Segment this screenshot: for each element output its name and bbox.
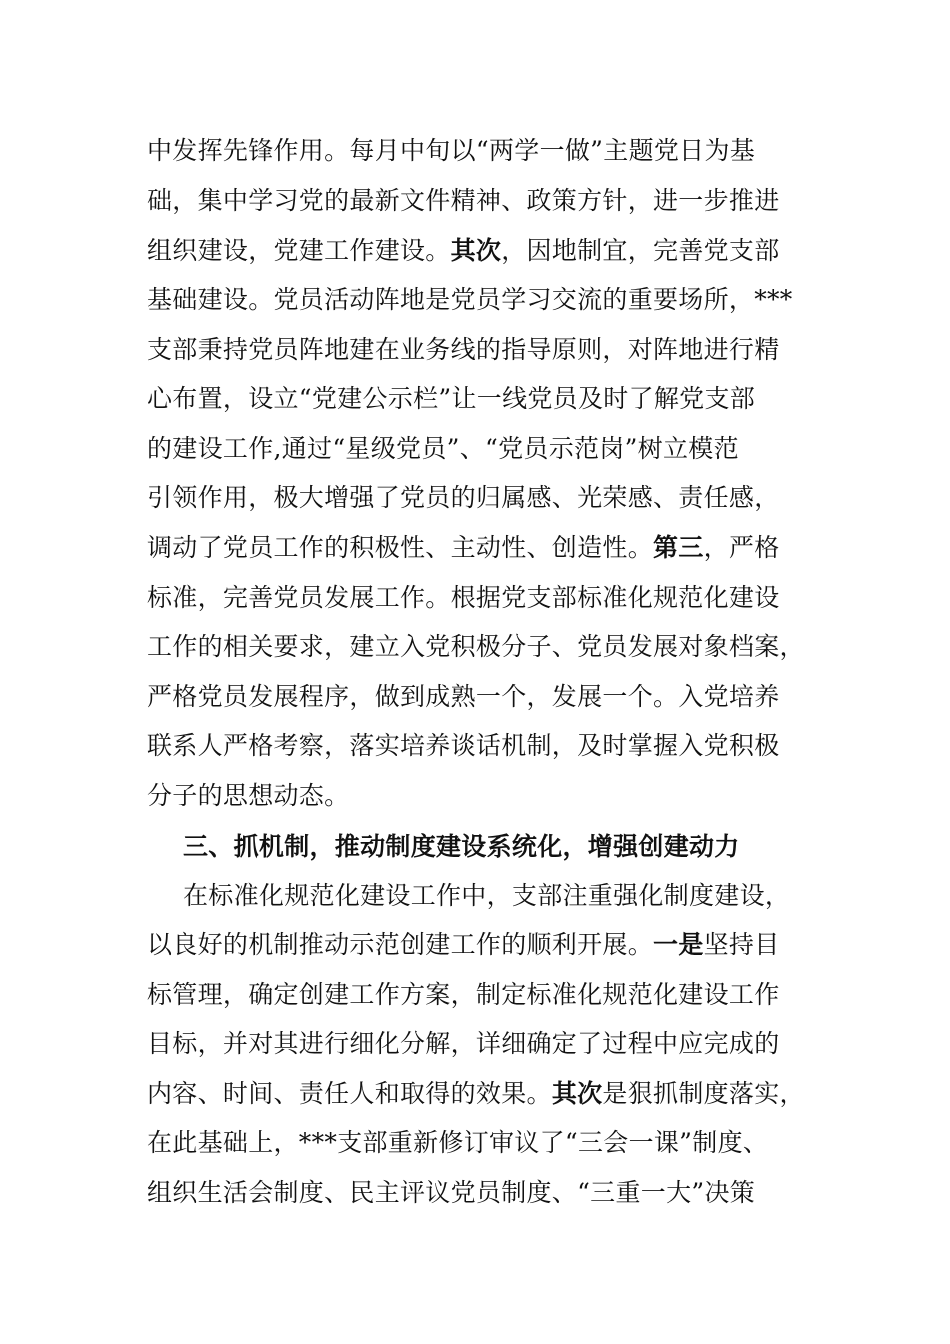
body-text-line: 标准，完善党员发展工作。根据党支部标准化规范化建设 bbox=[147, 583, 780, 612]
body-text-line: 的建设工作,通过“星级党员”、“党员示范岗”树立模范 bbox=[147, 434, 739, 463]
section-heading: 三、抓机制，推动制度建设系统化，增强创建动力 bbox=[183, 832, 740, 861]
body-text-line: 调动了党员工作的积极性、主动性、创造性。第三，严格 bbox=[147, 533, 780, 562]
body-text-line: 内容、时间、责任人和取得的效果。其次是狠抓制度落实， bbox=[147, 1079, 805, 1108]
body-text-line: 以良好的机制推动示范创建工作的顺利开展。一是坚持目 bbox=[147, 930, 780, 959]
body-text-line: 础，集中学习党的最新文件精神、政策方针，进一步推进 bbox=[147, 186, 780, 215]
body-text-line: 目标，并对其进行细化分解，详细确定了过程中应完成的 bbox=[147, 1029, 780, 1058]
body-text-line: 在此基础上，***支部重新修订审议了“三会一课”制度、 bbox=[147, 1128, 769, 1157]
body-text-line: 中发挥先锋作用。每月中旬以“两学一做”主题党日为基 bbox=[147, 136, 756, 165]
body-text-line: 工作的相关要求，建立入党积极分子、党员发展对象档案， bbox=[147, 632, 805, 661]
emphasis-text: 第三 bbox=[653, 533, 704, 562]
body-text-line: 在标准化规范化建设工作中，支部注重强化制度建设， bbox=[183, 881, 791, 910]
body-text-line: 标管理，确定创建工作方案，制定标准化规范化建设工作 bbox=[147, 980, 780, 1009]
body-text-line: 心布置，设立“党建公示栏”让一线党员及时了解党支部 bbox=[147, 384, 756, 413]
body-text-line: 分子的思想动态。 bbox=[147, 781, 350, 810]
emphasis-text: 其次 bbox=[551, 1079, 603, 1108]
body-text-line: 基础建设。党员活动阵地是党员学习交流的重要场所，*** bbox=[147, 285, 793, 314]
body-text-line: 组织生活会制度、民主评议党员制度、“三重一大”决策 bbox=[147, 1178, 756, 1207]
body-text-line: 联系人严格考察，落实培养谈话机制，及时掌握入党积极 bbox=[147, 731, 780, 760]
body-text-line: 支部秉持党员阵地建在业务线的指导原则，对阵地进行精 bbox=[147, 335, 780, 364]
body-text-line: 引领作用，极大增强了党员的归属感、光荣感、责任感， bbox=[147, 483, 780, 512]
emphasis-text: 其次 bbox=[450, 236, 502, 265]
emphasis-text: 一是 bbox=[653, 930, 704, 959]
body-text-line: 组织建设，党建工作建设。其次，因地制宜，完善党支部 bbox=[147, 236, 780, 265]
body-text-line: 严格党员发展程序，做到成熟一个，发展一个。入党培养 bbox=[147, 682, 780, 711]
